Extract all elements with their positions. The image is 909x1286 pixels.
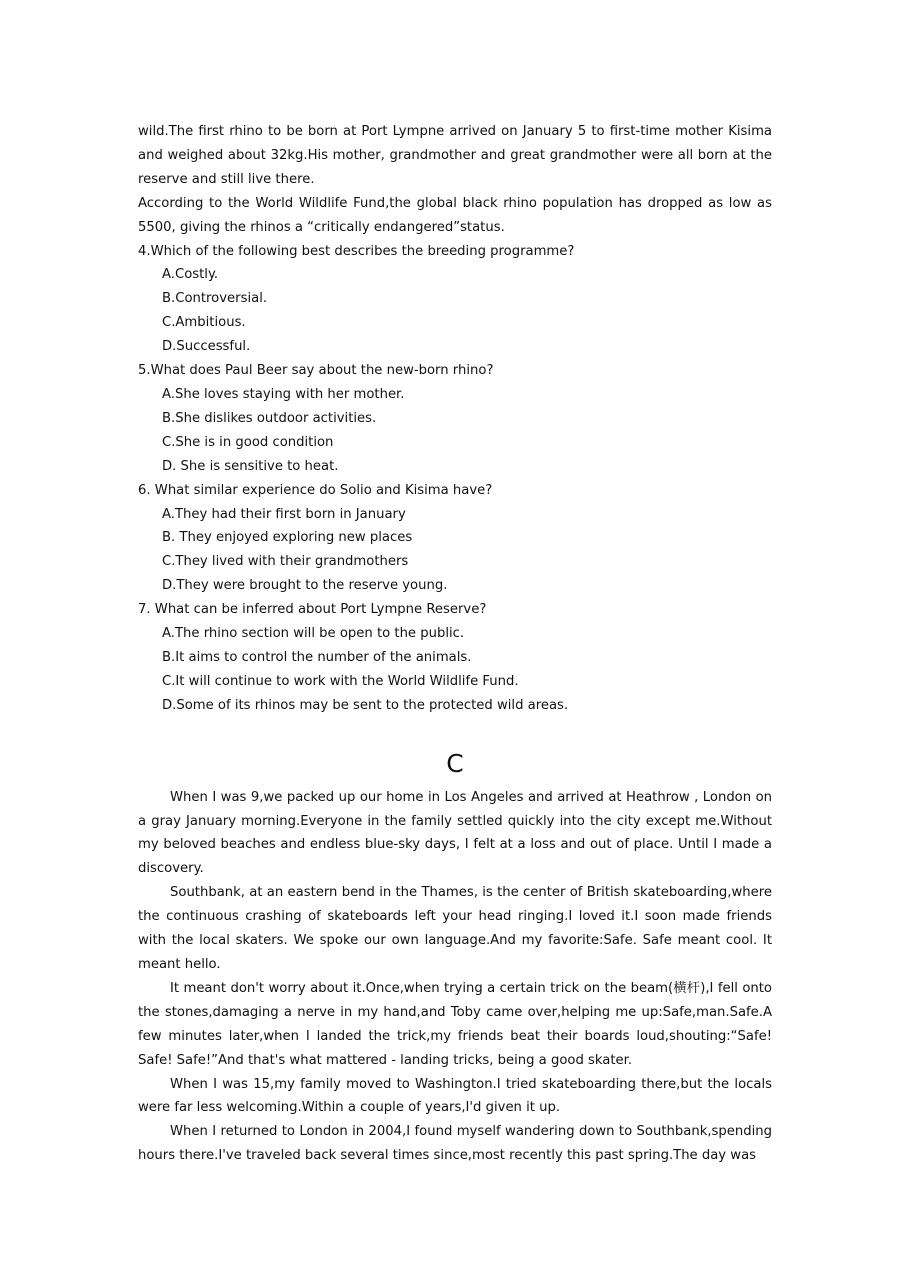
- question-option: A.She loves staying with her mother.: [162, 386, 405, 402]
- question-option: B.It aims to control the number of the animals.: [162, 649, 472, 665]
- question-7: [138, 598, 772, 718]
- question-option: B. They enjoyed exploring new places: [162, 530, 413, 546]
- question-stem: 6. What similar experience do Solio and Kisima have?: [138, 482, 493, 498]
- section-c-paragraph: Southbank, at an eastern bend in the Thames, is the center of British skateboarding,where the continuous crashing of skateboards left your head ringing.I loved it.I soon made friends with the local skaters. We spoke our own language.And my favorite:Safe. Safe meant cool. It meant hello.: [138, 885, 772, 972]
- question-stem: 4.Which of the following best describes the breeding programme?: [138, 243, 575, 259]
- question-option: C.They lived with their grandmothers: [162, 554, 409, 570]
- document-page: [138, 120, 772, 1168]
- question-option: C.She is in good condition: [162, 434, 334, 450]
- question-6: [138, 479, 772, 599]
- question-option: D. She is sensitive to heat.: [162, 458, 339, 474]
- section-c-paragraph: When I was 15,my family moved to Washington.I tried skateboarding there,but the locals were far less welcoming.Within a couple of years,I'd given it up.: [138, 1076, 772, 1116]
- section-c-paragraph: When I was 9,we packed up our home in Los Angeles and arrived at Heathrow , London on a gray January morning.Everyone in the family settled quickly into the city except me.Without my beloved beaches and endless blue-sky days, I felt at a loss and out of place. Until I made a discovery.: [138, 789, 772, 877]
- question-option: C.It will continue to work with the World Wildlife Fund.: [162, 673, 519, 689]
- question-5: [138, 359, 772, 479]
- question-option: B.She dislikes outdoor activities.: [162, 410, 377, 426]
- question-4: [138, 240, 772, 360]
- question-option: D.They were brought to the reserve young.: [162, 578, 448, 594]
- question-stem: 5.What does Paul Beer say about the new-born rhino?: [138, 363, 494, 379]
- question-option: A.Costly.: [162, 267, 219, 283]
- passage-paragraph: wild.The first rhino to be born at Port Lympne arrived on January 5 to first-time mother Kisima and weighed about 32kg.His mother, grandmother and great grandmother were all born at the reserve and still live there.: [138, 124, 772, 187]
- passage-paragraph: According to the World Wildlife Fund,the global black rhino population has dropped as low as 5500, giving the rhinos a “critically endangered”status.: [138, 195, 772, 235]
- section-c-paragraph: It meant don't worry about it.Once,when trying a certain trick on the beam(横杆),I fell onto the stones,damaging a nerve in my hand,and Toby came over,helping me up:Safe,man.Safe.A few minutes later,when I landed the trick,my friends beat their boards loud,shouting:“Safe! Safe! Safe!”And that's what mattered - landing tricks, being a good skater.: [138, 980, 772, 1068]
- section-c-paragraph: When I returned to London in 2004,I found myself wandering down to Southbank,spending hours there.I've traveled back several times since,most recently this past spring.The day was: [138, 1124, 772, 1164]
- question-option: A.The rhino section will be open to the public.: [162, 626, 465, 642]
- question-option: B.Controversial.: [162, 291, 268, 307]
- question-stem: 7. What can be inferred about Port Lympne Reserve?: [138, 602, 487, 618]
- question-option: A.They had their first born in January: [162, 506, 406, 522]
- question-option: C.Ambitious.: [162, 315, 246, 331]
- question-option: D.Successful.: [162, 339, 251, 355]
- question-option: D.Some of its rhinos may be sent to the protected wild areas.: [162, 697, 569, 713]
- section-heading: C: [446, 748, 464, 778]
